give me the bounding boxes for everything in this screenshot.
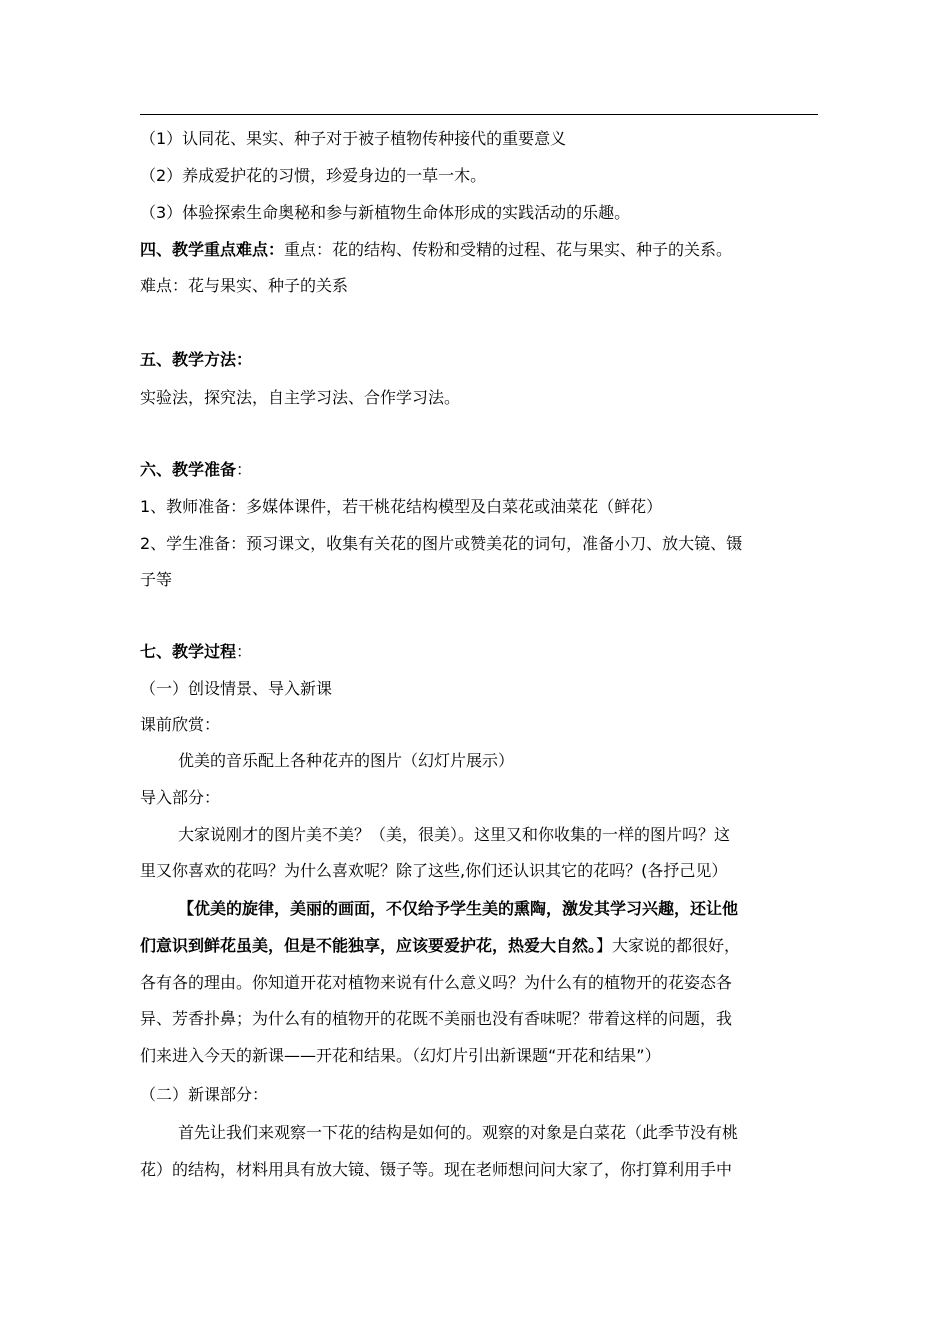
- teaching-note-line: [140, 936, 740, 956]
- preview-label: 课前欣赏：: [140, 715, 221, 734]
- paragraph-line: 首先让我们来观察一下花的结构是如何的。观察的对象是白菜花（此季节没有桃: [178, 1123, 739, 1142]
- paragraph-line: 们来进入今天的新课——开花和结果。（幻灯片引出新课题“开花和结果”）: [140, 1046, 661, 1065]
- goal-3: （3）体验探索生命奥秘和参与新植物生命体形成的实践活动的乐趣。: [140, 203, 631, 222]
- paragraph-text: 】大家说的都很好，: [596, 936, 741, 955]
- key-points-line: [140, 240, 732, 260]
- section-heading: 五、教学方法：: [140, 350, 253, 369]
- methods-line: [140, 388, 460, 408]
- intro-label: 导入部分：: [140, 788, 221, 807]
- teacher-prep: 1、教师准备：多媒体课件，若干桃花结构模型及白菜花或油菜花（鲜花）: [140, 497, 663, 516]
- header-rule: [140, 114, 818, 115]
- heading-colon: ：: [236, 460, 253, 479]
- difficulty-line: 难点：花与果实、种子的关系: [140, 276, 349, 295]
- section-heading-6: [140, 460, 252, 480]
- part1-title: （一）创设情景、导入新课: [140, 679, 333, 698]
- section-heading: 四、教学重点难点：: [140, 240, 285, 259]
- paragraph-line: 花）的结构，材料用具有放大镜、镊子等。现在老师想问问大家了，你打算利用手中: [140, 1160, 733, 1179]
- methods-text-serif: 实验法，探究法，: [140, 388, 269, 407]
- student-prep-1: 2、学生准备：预习课文，收集有关花的图片或赞美花的词句，准备小刀、放大镜、镊: [140, 534, 743, 553]
- paragraph-line: 异、芳香扑鼻；为什么有的植物开的花既不美丽也没有香味呢？带着这样的问题，我: [140, 1009, 733, 1028]
- student-prep-2: 子等: [140, 570, 173, 589]
- heading-colon: ：: [236, 642, 253, 661]
- key-points-text: 重点：花的结构、传粉和受精的过程、花与果实、种子的关系。: [284, 240, 733, 259]
- part2-title: （二）新课部分：: [140, 1085, 269, 1104]
- paragraph-line: 里又你喜欢的花吗？为什么喜欢呢？除了这些,你们还认识其它的花吗？(各抒己见）: [140, 861, 728, 880]
- section-heading-7: [140, 642, 252, 662]
- teaching-note-bold: 们意识到鲜花虽美，但是不能独享，应该要爱护花，热爱大自然。: [140, 936, 597, 955]
- paragraph-line: 大家说刚才的图片美不美？（美，很美）。这里又和你收集的一样的图片吗？这: [178, 825, 731, 844]
- preview-text: 优美的音乐配上各种花卉的图片（幻灯片展示）: [178, 751, 515, 770]
- paragraph-line: 各有各的理由。你知道开花对植物来说有什么意义吗？为什么有的植物开的花姿态各: [140, 973, 733, 992]
- methods-text: 自主学习法、合作学习法。: [268, 388, 461, 407]
- section-heading: 六、教学准备: [140, 460, 237, 479]
- goal-2: （2）养成爱护花的习惯，珍爱身边的一草一木。: [140, 166, 487, 185]
- teaching-note: 【优美的旋律，美丽的画面，不仅给予学生美的熏陶，激发其学习兴趣，还让他: [178, 899, 739, 918]
- section-heading: 七、教学过程: [140, 642, 237, 661]
- goal-1: （1）认同花、果实、种子对于被子植物传种接代的重要意义: [140, 129, 567, 148]
